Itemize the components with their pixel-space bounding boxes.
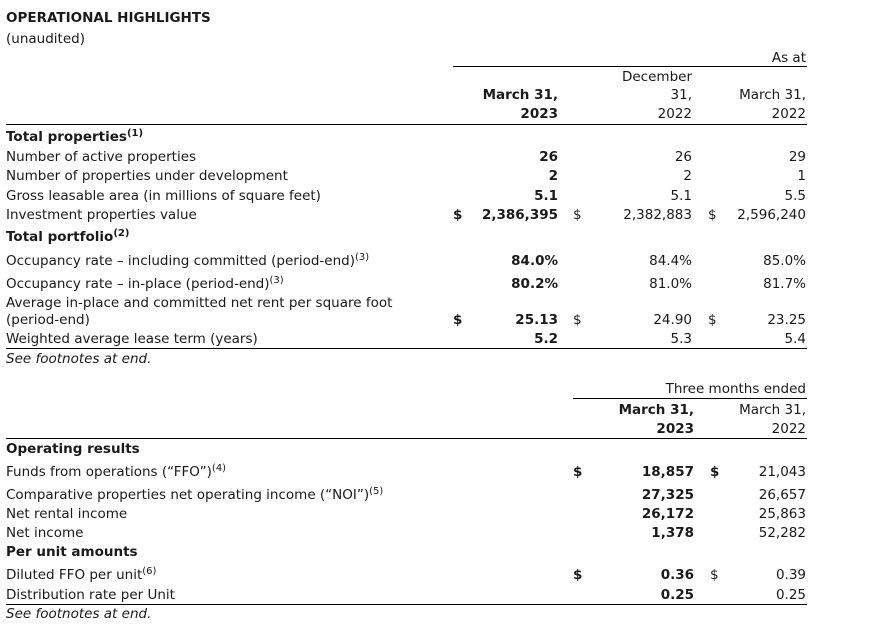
value-2023: 0.36: [660, 567, 694, 583]
value-dec-2022: 5.3: [670, 331, 692, 347]
s2-col1-header-line2: 2023: [656, 421, 694, 437]
currency-symbol: $: [573, 207, 582, 223]
col2-header-line2: 31,: [670, 87, 692, 103]
value-mar-2022: 5.4: [784, 331, 806, 347]
value-dec-2022: 81.0%: [649, 276, 692, 292]
value-2023: 18,857: [641, 464, 694, 480]
header-rule: [453, 66, 807, 67]
value-mar-2022: 23.25: [767, 312, 806, 328]
section2-bottom-rule: [6, 604, 807, 605]
col3-header-line1: March 31,: [739, 87, 806, 103]
col2-header-line3: 2022: [657, 106, 692, 122]
group-total-portfolio: Total portfolio$^{(2)}$: [6, 228, 130, 245]
row-label: Number of active properties: [6, 149, 197, 165]
value-2023: 2,386,395: [481, 207, 558, 223]
value-mar-2022: 2,596,240: [737, 207, 806, 223]
currency-symbol: $: [573, 312, 582, 328]
page-subtitle: (unaudited): [6, 31, 85, 47]
currency-symbol: $: [708, 207, 717, 223]
period-label: Three months ended: [665, 381, 806, 397]
value-mar-2022: 81.7%: [763, 276, 806, 292]
value-dec-2022: 5.1: [670, 188, 692, 204]
value-mar-2022: 1: [797, 168, 806, 184]
value-2023: 1,378: [651, 525, 694, 541]
row-label: Net rental income: [6, 506, 128, 522]
value-2023: 27,325: [641, 487, 694, 503]
row-label: Gross leasable area (in millions of square feet): [6, 188, 321, 204]
value-2023: 2: [548, 168, 558, 184]
value-2023: 25.13: [515, 312, 558, 328]
currency-symbol: $: [453, 312, 463, 328]
currency-symbol: $: [573, 464, 583, 480]
row-label: Distribution rate per Unit: [6, 587, 175, 603]
as-at-label: As at: [771, 50, 806, 66]
row-label: Funds from operations (“FFO”)$^{(4)}$: [6, 463, 227, 480]
value-mar-2022: 85.0%: [763, 253, 806, 269]
value-2023: 5.1: [534, 188, 558, 204]
value-dec-2022: 84.4%: [649, 253, 692, 269]
value-dec-2022: 2: [683, 168, 692, 184]
currency-symbol: $: [710, 567, 719, 583]
value-2023: 26: [539, 149, 558, 165]
row-label: Number of properties under development: [6, 168, 288, 184]
currency-symbol: $: [453, 207, 463, 223]
value-2022: 0.25: [775, 587, 806, 603]
value-dec-2022: 2,382,883: [623, 207, 692, 223]
value-2022: 26,657: [758, 487, 806, 503]
group-total-properties: Total properties$^{(1)}$: [6, 128, 144, 145]
row-label: Diluted FFO per unit$^{(6)}$: [6, 566, 157, 583]
value-dec-2022: 26: [674, 149, 692, 165]
value-2023: 26,172: [641, 506, 694, 522]
row-label: Occupancy rate – in-place (period-end)$^{(3)}$: [6, 275, 284, 292]
currency-symbol: $: [710, 464, 720, 480]
value-2023: 0.25: [660, 587, 694, 603]
footnote-reference: See footnotes at end.: [6, 606, 152, 622]
currency-symbol: $: [708, 312, 717, 328]
s2-col2-header-line1: March 31,: [739, 402, 806, 418]
row-label: Weighted average lease term (years): [6, 331, 258, 347]
value-2023: 84.0%: [511, 253, 558, 269]
value-2022: 52,282: [758, 525, 806, 541]
col3-header-line2: 2022: [771, 106, 806, 122]
row-label: Occupancy rate – including committed (period-end)$^{(3)}$: [6, 252, 370, 269]
page-title: OPERATIONAL HIGHLIGHTS: [6, 10, 211, 26]
group-per-unit-amounts: Per unit amounts: [6, 544, 138, 560]
s2-col1-header-line1: March 31,: [618, 402, 694, 418]
value-dec-2022: 24.90: [653, 312, 692, 328]
group-operating-results: Operating results: [6, 441, 140, 457]
col1-header-line2: 2023: [520, 106, 558, 122]
value-2022: 21,043: [758, 464, 806, 480]
value-mar-2022: 5.5: [784, 188, 806, 204]
section1-top-rule: [6, 124, 807, 125]
section2-top-rule: [6, 438, 807, 439]
period-rule: [573, 398, 807, 399]
value-mar-2022: 29: [788, 149, 806, 165]
currency-symbol: $: [573, 567, 583, 583]
footnote-reference: See footnotes at end.: [6, 351, 152, 367]
col2-header-line1: December: [621, 69, 692, 85]
col1-header-line1: March 31,: [482, 87, 558, 103]
row-label: Investment properties value: [6, 207, 197, 223]
value-2023: 5.2: [534, 331, 558, 347]
row-label: Comparative properties net operating income (“NOI”)$^{(5)}$: [6, 486, 384, 503]
row-label: Average in-place and committed net rent per square foot: [6, 295, 393, 311]
row-label-line2: (period-end): [6, 312, 90, 328]
section1-bottom-rule: [6, 348, 807, 349]
value-2022: 0.39: [775, 567, 806, 583]
value-2022: 25,863: [758, 506, 806, 522]
row-label: Net income: [6, 525, 84, 541]
s2-col2-header-line2: 2022: [771, 421, 806, 437]
value-2023: 80.2%: [511, 276, 558, 292]
